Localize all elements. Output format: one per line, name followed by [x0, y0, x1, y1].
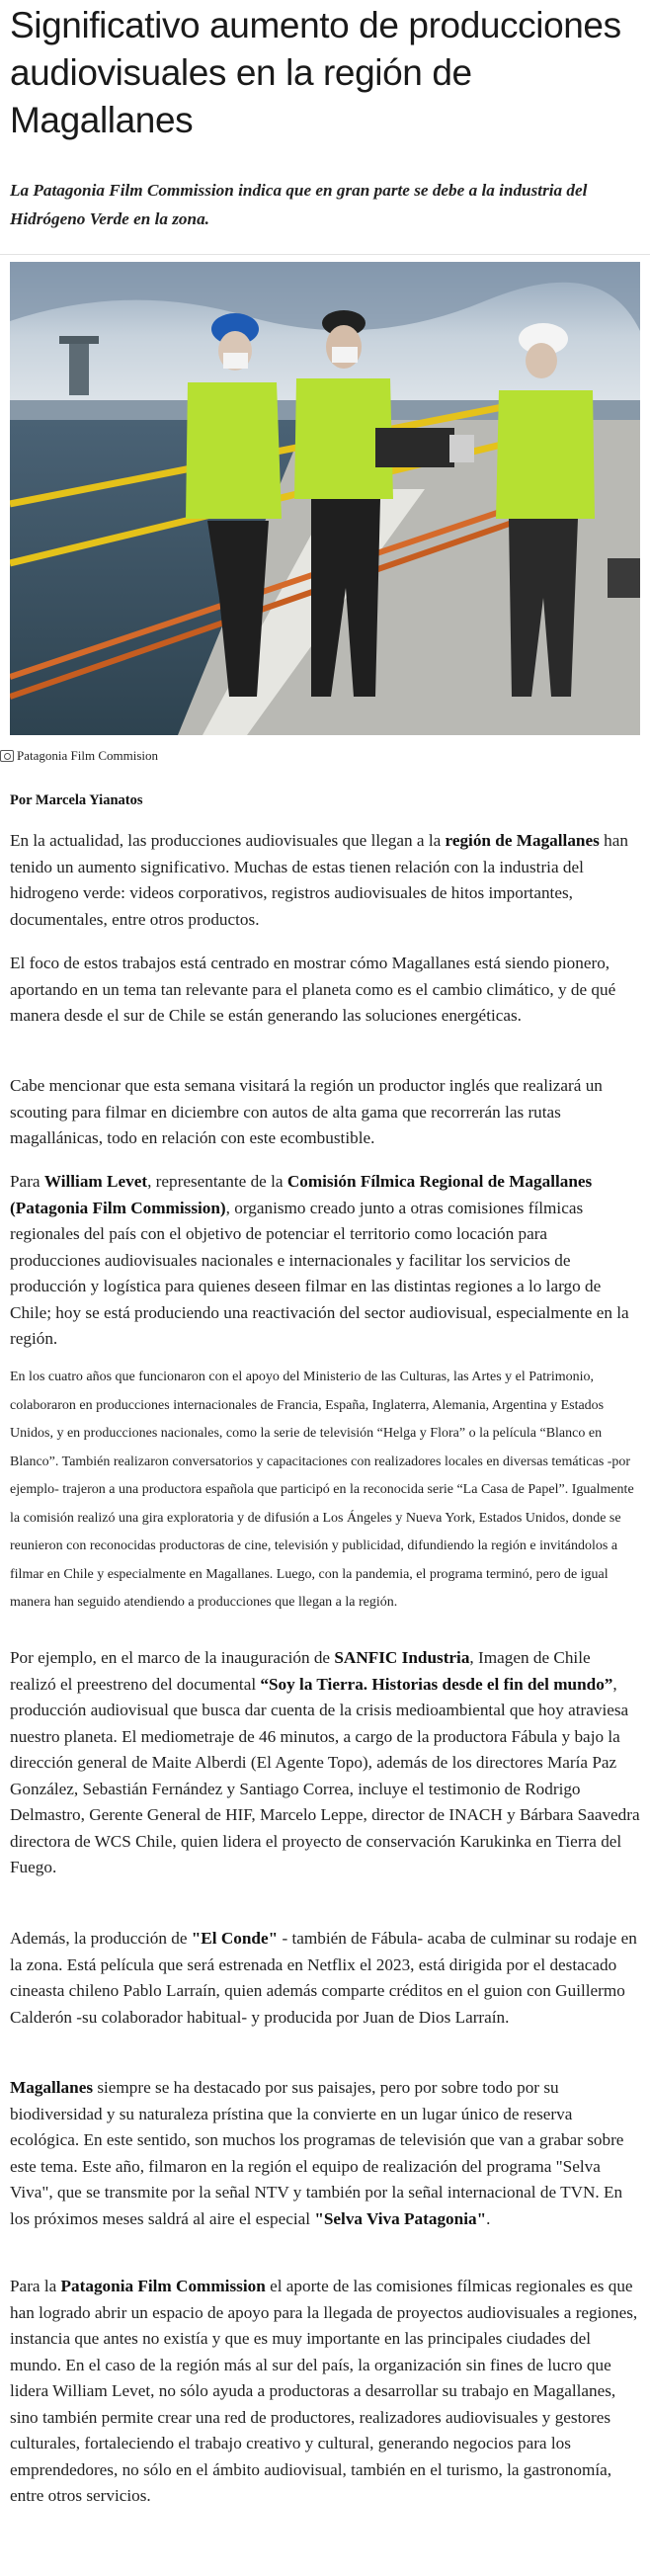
divider: [0, 254, 650, 255]
paragraph-2: [10, 951, 640, 1030]
text-run: El foco de estos trabajos está centrado en mostrar cómo Magallanes está siendo pionero, aportando en un tema tan relevante para el planeta como es el cambio climático, y de qué manera desde el sur de Chile se están generando las soluciones energéticas.: [10, 954, 616, 1025]
paragraph-9: [10, 2274, 640, 2510]
bold-text: "Selva Viva Patagonia": [314, 2208, 487, 2228]
text-run: siempre se ha destacado por sus paisajes, pero por sobre todo por su biodiversidad y su naturaleza prístina que la convierte en un lugar único de reserva ecológica. En este sentido, son muchos los programas de televisión que van a grabar sobre este tema. Este año, filmaron en la región el equipo de realización del programa "Selva Viva", que se transmite por la señal NTV y también por la señal internacional de TVN. En los próximos meses saldrá al aire el especial: [10, 2078, 624, 2228]
bold-text: región de Magallanes: [445, 831, 600, 850]
text-run: Cabe mencionar que esta semana visitará la región un productor inglés que realizará un scouting para filmar en diciembre con autos de alta gama que recorrerán las rutas magallánicas, todo en relación con este ecombustible.: [10, 1076, 603, 1147]
article-subtitle: La Patagonia Film Commission indica que en gran parte se debe a la industria del Hidrógeno Verde en la zona.: [10, 181, 588, 228]
text-run: Además, la producción de: [10, 1929, 192, 1948]
article-photo: [10, 262, 640, 735]
text-run: .: [486, 2208, 491, 2228]
text-run: En la actualidad, las producciones audiovisuales que llegan a la: [10, 831, 446, 850]
paragraph-5: [10, 1364, 640, 1618]
text-run: Para: [10, 1172, 44, 1191]
text-run: , organismo creado junto a otras comisiones fílmicas regionales del país con el objetivo de potenciar el territorio como locación para producciones audiovisuales nacionales e internacionales y facilitar los servicios de producción y logística para quienes deseen filmar en las distintas regiones a lo largo de Chile; hoy se está produciendo una reactivación del sector audiovisual, especialmente en la región.: [10, 1198, 629, 1348]
author-byline: Por Marcela Yianatos: [10, 792, 143, 808]
article-title: Significativo aumento de producciones audiovisuales en la región de Magallanes: [10, 5, 621, 140]
bold-text: William Levet: [43, 1172, 148, 1191]
text-run: el aporte de las comisiones fílmicas regionales es que han logrado abrir un espacio de apoyo para la llegada de proyectos audiovisuales a regiones, instancia que antes no existía y que es muy importante en las principales ciudades del mundo. En el caso de la región más al sur del país, la organización sin fines de lucro que lidera William Levet, no sólo ayuda a productoras a desarrollar su trabajo en Magallanes, sino también permite crear una red de productores, realizadores audiovisuales y gestores culturales, fortaleciendo el trabajo creativo y cultural, generando negocios para los emprendedores, no sólo en el ámbito audiovisual, también en el turismo, la gastronomía, entre otros servicios.: [10, 2277, 638, 2505]
paragraph-8: [10, 2075, 640, 2232]
paragraph-7: [10, 1926, 640, 2031]
bold-text: Comisión Fílmica Regional de Magallanes (Patagonia Film Commission): [10, 1172, 593, 1217]
text-run: , Imagen de Chile realizó el preestreno del documental: [10, 1648, 591, 1694]
bold-text: Magallanes: [10, 2078, 94, 2097]
text-run: - también de Fábula- acaba de culminar su rodaje en la zona. Está película que será estrenada en Netflix el 2023, está dirigida por el destacado cineasta chileno Pablo Larraín, quien además comparte créditos en el guion con Guillermo Calderón -su colaborador habitual- y producida por Juan de Dios Larraín.: [10, 1929, 637, 2027]
bold-text: Patagonia Film Commission: [60, 2277, 266, 2295]
paragraph-3: [10, 1073, 640, 1152]
paragraph-1: [10, 828, 640, 933]
text-run: Por ejemplo, en el marco de la inauguración de: [10, 1648, 335, 1667]
paragraph-4: [10, 1169, 640, 1353]
bold-text: "El Conde": [191, 1929, 279, 1948]
bold-text: “Soy la Tierra. Historias desde el fin del mundo”: [260, 1674, 613, 1694]
text-run: , producción audiovisual que busca dar cuenta de la crisis medioambiental que hoy atraviesa nuestro planeta. El mediometraje de 46 minutos, a cargo de la productora Fábula y bajo la dirección general de Maite Alberdi (El Agente Topo), además de los directores María Paz González, Sebastián Fernández y Santiago Correa, incluye el testimonio de Rodrigo Delmastro, Gerente General de HIF, Marcelo Leppe, director de INACH y Bárbara Saavedra directora de WCS Chile, quien lidera el proyecto de conservación Karukinka en Tierra del Fuego.: [10, 1674, 640, 1876]
paragraph-6: [10, 1645, 640, 1881]
photo-caption-text: Patagonia Film Commision: [17, 748, 159, 763]
photo-caption: [0, 748, 158, 764]
bold-text: SANFIC Industria: [334, 1648, 470, 1667]
text-run: En los cuatro años que funcionaron con el apoyo del Ministerio de las Culturas, las Artes y el Patrimonio, colaboraron en producciones internacionales de Francia, España, Inglaterra, Alemania, Argentina y Estados Unidos, y en producciones nacionales, como la serie de televisión “Helga y Flora” o la película “Blanco en Blanco”. También realizaron conversatorios y capacitaciones con realizadores locales en diversas temáticas -por ejemplo- trajeron a una productora española que participó en la reconocida serie “La Casa de Papel”. Igualmente la comisión realizó una gira exploratoria y de difusión a Los Ángeles y Nueva York, Estados Unidos, donde se reunieron con reconocidas productoras de cine, televisión y publicidad, difundiendo la región e invitándolos a filmar en Chile y especialmente en Magallanes. Luego, con la pandemia, el programa terminó, pero de igual manera han seguido atendiendo a producciones que llegan a la región.: [10, 1370, 634, 1610]
text-run: , representante de la: [147, 1172, 287, 1191]
camera-icon: [0, 750, 14, 762]
text-run: han tenido un aumento significativo. Muchas de estas tienen relación con la industria del hidrogeno verde: videos corporativos, registros audiovisuales de hitos importantes, documentales, entre otros productos.: [10, 831, 628, 929]
text-run: Para la: [10, 2277, 61, 2295]
